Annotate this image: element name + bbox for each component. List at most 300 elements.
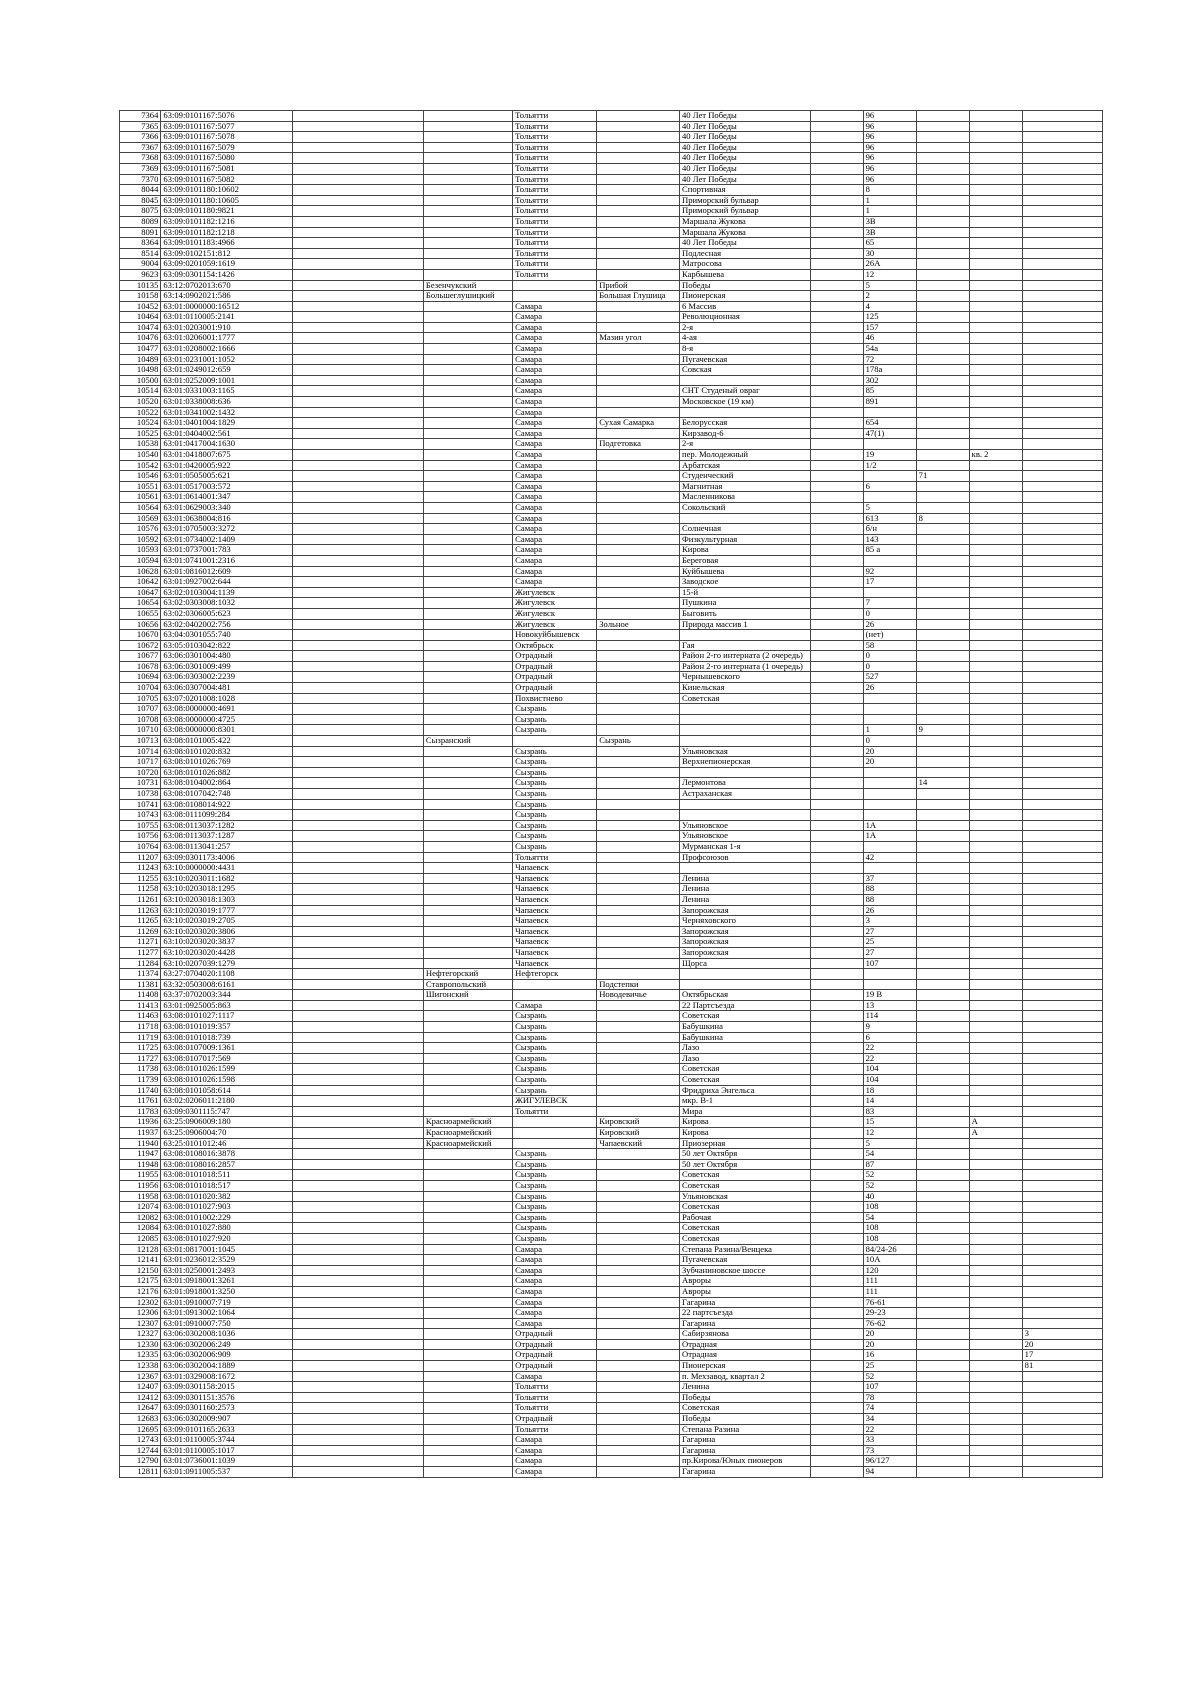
table-cell <box>293 683 424 694</box>
table-cell <box>810 1000 863 1011</box>
table-cell: 63:09:0101180:10602 <box>161 185 293 196</box>
table-row <box>120 778 1103 789</box>
table-cell <box>969 132 1022 143</box>
table-cell <box>1022 428 1102 439</box>
table-row <box>120 322 1103 333</box>
table-cell <box>969 386 1022 397</box>
table-cell <box>916 428 969 439</box>
table-cell: 63:01:0249012:659 <box>161 365 293 376</box>
table-cell <box>293 1445 424 1456</box>
table-cell: 11948 <box>120 1159 161 1170</box>
table-cell: Самара <box>513 1265 597 1276</box>
table-row <box>120 767 1103 778</box>
table-cell: 88 <box>863 884 916 895</box>
table-cell <box>969 969 1022 980</box>
table-cell <box>293 1022 424 1033</box>
table-row <box>120 1032 1103 1043</box>
table-cell <box>423 174 512 185</box>
table-cell <box>293 841 424 852</box>
table-cell <box>810 1202 863 1213</box>
table-cell: 54 <box>863 1212 916 1223</box>
table-cell <box>293 672 424 683</box>
table-cell <box>293 216 424 227</box>
table-cell <box>810 301 863 312</box>
table-cell <box>423 1361 512 1372</box>
table-cell: 10717 <box>120 757 161 768</box>
table-cell <box>810 1170 863 1181</box>
table-cell <box>597 386 680 397</box>
table-cell <box>423 746 512 757</box>
table-cell: 63:02:0103004:1139 <box>161 587 293 598</box>
table-cell <box>1022 672 1102 683</box>
table-cell <box>597 661 680 672</box>
table-cell <box>810 185 863 196</box>
table-cell <box>810 534 863 545</box>
table-cell <box>597 1244 680 1255</box>
table-cell: Сабирзянова <box>679 1329 810 1340</box>
table-cell: 63:08:0101019:357 <box>161 1022 293 1033</box>
table-cell: Мурманская 1-я <box>679 841 810 852</box>
table-cell <box>969 1339 1022 1350</box>
table-cell: 5 <box>863 502 916 513</box>
table-cell: Тольятти <box>513 259 597 270</box>
table-cell: Самара <box>513 545 597 556</box>
table-cell: Самара <box>513 460 597 471</box>
table-cell <box>293 1265 424 1276</box>
table-cell <box>1022 979 1102 990</box>
table-cell: 78 <box>863 1392 916 1403</box>
table-cell <box>916 1032 969 1043</box>
table-cell: 63:01:0231001:1052 <box>161 354 293 365</box>
table-cell: 96 <box>863 132 916 143</box>
table-cell <box>810 1138 863 1149</box>
table-cell <box>810 1085 863 1096</box>
table-cell <box>423 778 512 789</box>
table-cell: 10592 <box>120 534 161 545</box>
table-cell: 63:01:0420005:922 <box>161 460 293 471</box>
table-cell <box>597 1318 680 1329</box>
table-cell <box>1022 1276 1102 1287</box>
table-cell <box>969 1244 1022 1255</box>
table-cell: 7364 <box>120 111 161 122</box>
table-row <box>120 1202 1103 1213</box>
table-cell: 14 <box>863 1096 916 1107</box>
table-row <box>120 227 1103 238</box>
table-cell: Гагарина <box>679 1467 810 1478</box>
table-cell <box>810 121 863 132</box>
table-cell: 10647 <box>120 587 161 598</box>
table-cell <box>1022 142 1102 153</box>
table-cell: Тольятти <box>513 269 597 280</box>
table-cell <box>916 990 969 1001</box>
table-cell <box>1022 587 1102 598</box>
table-cell <box>1022 683 1102 694</box>
table-cell <box>916 259 969 270</box>
table-cell <box>423 269 512 280</box>
table-cell <box>969 767 1022 778</box>
table-cell <box>916 1085 969 1096</box>
table-cell: Спортивная <box>679 185 810 196</box>
table-cell: 63:09:0101167:5082 <box>161 174 293 185</box>
table-cell <box>916 1339 969 1350</box>
table-cell: 63:08:0101002:229 <box>161 1212 293 1223</box>
table-cell: 63:01:0705003:3272 <box>161 524 293 535</box>
table-cell: Приморский бульвар <box>679 195 810 206</box>
table-cell: 157 <box>863 322 916 333</box>
table-cell <box>969 863 1022 874</box>
table-cell <box>1022 1000 1102 1011</box>
table-cell: 63:32:0503008:6161 <box>161 979 293 990</box>
table-cell <box>810 789 863 800</box>
table-cell: Отрадный <box>513 672 597 683</box>
table-cell: 11277 <box>120 947 161 958</box>
table-cell: Тольятти <box>513 132 597 143</box>
table-cell <box>423 481 512 492</box>
table-cell <box>293 1138 424 1149</box>
table-cell <box>969 1064 1022 1075</box>
table-cell: 81 <box>1022 1361 1102 1372</box>
table-cell <box>916 1202 969 1213</box>
table-cell: 527 <box>863 672 916 683</box>
table-cell <box>423 1223 512 1234</box>
table-cell: Сызрань <box>513 799 597 810</box>
table-row <box>120 545 1103 556</box>
table-cell <box>863 693 916 704</box>
table-cell <box>810 174 863 185</box>
table-cell <box>423 852 512 863</box>
table-row <box>120 524 1103 535</box>
table-cell <box>1022 1435 1102 1446</box>
table-cell <box>810 1212 863 1223</box>
table-cell: Отрадная <box>679 1350 810 1361</box>
table-cell: 12302 <box>120 1297 161 1308</box>
table-cell: 10705 <box>120 693 161 704</box>
table-cell: 10564 <box>120 502 161 513</box>
table-cell <box>597 1424 680 1435</box>
table-cell <box>293 1085 424 1096</box>
table-row <box>120 333 1103 344</box>
table-row <box>120 926 1103 937</box>
table-cell: 63:08:0113041:257 <box>161 841 293 852</box>
table-cell <box>916 534 969 545</box>
table-cell <box>969 1075 1022 1086</box>
table-cell: 94 <box>863 1467 916 1478</box>
table-cell <box>293 1000 424 1011</box>
table-cell: 63:02:0303008:1032 <box>161 598 293 609</box>
table-cell <box>916 1064 969 1075</box>
table-cell: 63:06:0303002:2239 <box>161 672 293 683</box>
table-cell <box>597 704 680 715</box>
table-row <box>120 428 1103 439</box>
table-cell <box>969 534 1022 545</box>
table-cell <box>969 598 1022 609</box>
table-cell <box>916 301 969 312</box>
table-cell <box>916 841 969 852</box>
table-cell: Чапаевск <box>513 884 597 895</box>
table-cell: Студенческий <box>679 471 810 482</box>
table-cell <box>969 195 1022 206</box>
table-cell <box>810 142 863 153</box>
table-cell: 26 <box>863 683 916 694</box>
table-cell <box>969 407 1022 418</box>
table-cell: 2-я <box>679 439 810 450</box>
table-cell: 3 <box>1022 1329 1102 1340</box>
table-cell <box>423 238 512 249</box>
table-cell <box>1022 163 1102 174</box>
table-cell <box>916 227 969 238</box>
table-cell: пер. Молодежный <box>679 450 810 461</box>
table-cell <box>1022 1318 1102 1329</box>
table-cell <box>969 894 1022 905</box>
table-cell <box>916 1053 969 1064</box>
table-cell <box>1022 651 1102 662</box>
table-cell <box>423 1202 512 1213</box>
table-cell: 63:06:0302009:907 <box>161 1414 293 1425</box>
table-cell: 63:08:0101027:1117 <box>161 1011 293 1022</box>
table-cell <box>916 1000 969 1011</box>
table-cell: 10656 <box>120 619 161 630</box>
table-cell <box>1022 947 1102 958</box>
table-cell <box>916 439 969 450</box>
table-cell: 11255 <box>120 873 161 884</box>
table-cell <box>293 810 424 821</box>
table-cell <box>597 428 680 439</box>
table-cell <box>916 598 969 609</box>
table-cell <box>679 714 810 725</box>
table-cell: 22 <box>863 1053 916 1064</box>
table-cell <box>679 704 810 715</box>
table-cell: Сызрань <box>513 714 597 725</box>
table-cell: Красноармейский <box>423 1117 512 1128</box>
table-cell: 63:25:0101012:46 <box>161 1138 293 1149</box>
table-cell <box>969 630 1022 641</box>
table-cell <box>969 926 1022 937</box>
table-cell: Заводское <box>679 577 810 588</box>
table-cell <box>916 333 969 344</box>
table-cell <box>293 322 424 333</box>
table-cell <box>423 820 512 831</box>
table-cell <box>423 322 512 333</box>
table-cell <box>423 725 512 736</box>
table-cell <box>810 884 863 895</box>
table-cell <box>916 683 969 694</box>
table-row <box>120 450 1103 461</box>
table-cell <box>916 1138 969 1149</box>
table-cell: 63:10:0203011:1682 <box>161 873 293 884</box>
table-cell <box>969 1011 1022 1022</box>
table-cell <box>423 397 512 408</box>
table-cell <box>810 1382 863 1393</box>
table-cell <box>863 979 916 990</box>
table-row <box>120 502 1103 513</box>
table-cell: Ульяновская <box>679 746 810 757</box>
table-cell: Самара <box>513 577 597 588</box>
table-cell <box>810 683 863 694</box>
table-cell <box>1022 1138 1102 1149</box>
table-cell: б/н <box>863 524 916 535</box>
table-cell <box>916 969 969 980</box>
table-cell <box>423 216 512 227</box>
table-cell: Шигонский <box>423 990 512 1001</box>
table-cell: Отрадный <box>513 1350 597 1361</box>
table-cell <box>1022 1022 1102 1033</box>
table-row <box>120 757 1103 768</box>
table-cell <box>969 587 1022 598</box>
table-cell: 125 <box>863 312 916 323</box>
table-cell <box>969 778 1022 789</box>
table-cell: Советская <box>679 1180 810 1191</box>
table-cell: Новокуйбышевск <box>513 630 597 641</box>
table-cell <box>810 630 863 641</box>
table-cell: 63:01:0925005:863 <box>161 1000 293 1011</box>
table-cell: 84/24-26 <box>863 1244 916 1255</box>
table-cell: 40 Лет Победы <box>679 121 810 132</box>
table-cell <box>969 227 1022 238</box>
table-cell <box>810 1022 863 1033</box>
table-cell <box>597 534 680 545</box>
table-cell: Степана Разина <box>679 1424 810 1435</box>
table-cell <box>423 587 512 598</box>
table-cell: Самара <box>513 365 597 376</box>
table-cell <box>810 481 863 492</box>
table-cell: 11956 <box>120 1180 161 1191</box>
table-cell: Сызрань <box>513 757 597 768</box>
table-cell <box>293 375 424 386</box>
table-cell <box>423 958 512 969</box>
table-cell <box>916 238 969 249</box>
table-row <box>120 1170 1103 1181</box>
table-cell <box>423 344 512 355</box>
table-cell <box>423 1043 512 1054</box>
table-cell <box>597 1096 680 1107</box>
table-cell: Советская <box>679 693 810 704</box>
table-cell <box>423 1011 512 1022</box>
table-cell <box>969 1170 1022 1181</box>
table-cell <box>597 502 680 513</box>
table-cell: 63:01:0734002:1409 <box>161 534 293 545</box>
table-cell <box>423 555 512 566</box>
table-cell <box>1022 407 1102 418</box>
table-cell: 2 <box>863 291 916 302</box>
table-cell: 63:09:0102151:812 <box>161 248 293 259</box>
table-cell <box>969 990 1022 1001</box>
table-cell: 63:09:0301158:2015 <box>161 1382 293 1393</box>
table-cell <box>597 1265 680 1276</box>
table-cell <box>916 121 969 132</box>
table-cell <box>513 736 597 747</box>
table-cell: Лазо <box>679 1043 810 1054</box>
table-cell: 58 <box>863 640 916 651</box>
table-cell <box>1022 873 1102 884</box>
table-cell <box>916 566 969 577</box>
table-cell: 63:08:0101026:882 <box>161 767 293 778</box>
table-cell <box>1022 894 1102 905</box>
table-cell: 40 <box>863 1191 916 1202</box>
table-cell: Сызрань <box>513 1053 597 1064</box>
table-cell: Советская <box>679 1223 810 1234</box>
table-cell <box>423 640 512 651</box>
table-cell <box>810 1308 863 1319</box>
table-cell: Сызрань <box>513 1212 597 1223</box>
table-row <box>120 640 1103 651</box>
table-cell: Астраханская <box>679 789 810 800</box>
table-cell: 654 <box>863 418 916 429</box>
table-cell <box>597 1191 680 1202</box>
table-cell: Самара <box>513 418 597 429</box>
table-cell: 10594 <box>120 555 161 566</box>
table-cell <box>863 778 916 789</box>
table-cell: Самара <box>513 1297 597 1308</box>
table-cell <box>679 979 810 990</box>
table-cell: 11263 <box>120 905 161 916</box>
table-cell: Зольное <box>597 619 680 630</box>
table-cell <box>293 1318 424 1329</box>
table-cell <box>916 555 969 566</box>
table-cell: 10489 <box>120 354 161 365</box>
table-cell: 7367 <box>120 142 161 153</box>
table-cell <box>423 492 512 503</box>
table-cell <box>969 1318 1022 1329</box>
table-cell: Сызрань <box>597 736 680 747</box>
table-cell: Отрадный <box>513 683 597 694</box>
table-cell <box>969 820 1022 831</box>
table-cell: Большеглушицкий <box>423 291 512 302</box>
table-cell <box>969 1000 1022 1011</box>
table-cell: 104 <box>863 1064 916 1075</box>
table-cell: Сызрань <box>513 725 597 736</box>
document-sheet <box>119 110 1103 1478</box>
table-cell <box>293 238 424 249</box>
table-cell <box>969 481 1022 492</box>
table-row <box>120 820 1103 831</box>
table-cell <box>810 227 863 238</box>
table-cell <box>597 1233 680 1244</box>
table-cell <box>810 375 863 386</box>
table-cell: 63:25:0906004:70 <box>161 1128 293 1139</box>
table-cell <box>916 142 969 153</box>
table-cell: 3 <box>863 916 916 927</box>
table-cell: Отрадный <box>513 651 597 662</box>
table-cell <box>916 1456 969 1467</box>
table-cell: 12744 <box>120 1445 161 1456</box>
table-cell: 10474 <box>120 322 161 333</box>
table-cell: 11258 <box>120 884 161 895</box>
table-cell: Гагарина <box>679 1297 810 1308</box>
table-cell <box>916 185 969 196</box>
table-cell: Гая <box>679 640 810 651</box>
table-cell <box>810 990 863 1001</box>
table-cell: 15 <box>863 1117 916 1128</box>
table-cell <box>810 1371 863 1382</box>
table-cell <box>916 216 969 227</box>
table-cell <box>916 693 969 704</box>
table-cell <box>293 1075 424 1086</box>
table-row <box>120 598 1103 609</box>
table-cell <box>597 238 680 249</box>
table-cell <box>916 397 969 408</box>
table-cell: Куйбышева <box>679 566 810 577</box>
table-row <box>120 185 1103 196</box>
table-cell <box>293 1212 424 1223</box>
table-row <box>120 1043 1103 1054</box>
table-cell: 63:09:0301154:1426 <box>161 269 293 280</box>
table-cell <box>810 651 863 662</box>
table-row <box>120 1149 1103 1160</box>
table-cell: 8044 <box>120 185 161 196</box>
table-cell: 11269 <box>120 926 161 937</box>
table-cell <box>597 1106 680 1117</box>
table-cell <box>969 1297 1022 1308</box>
